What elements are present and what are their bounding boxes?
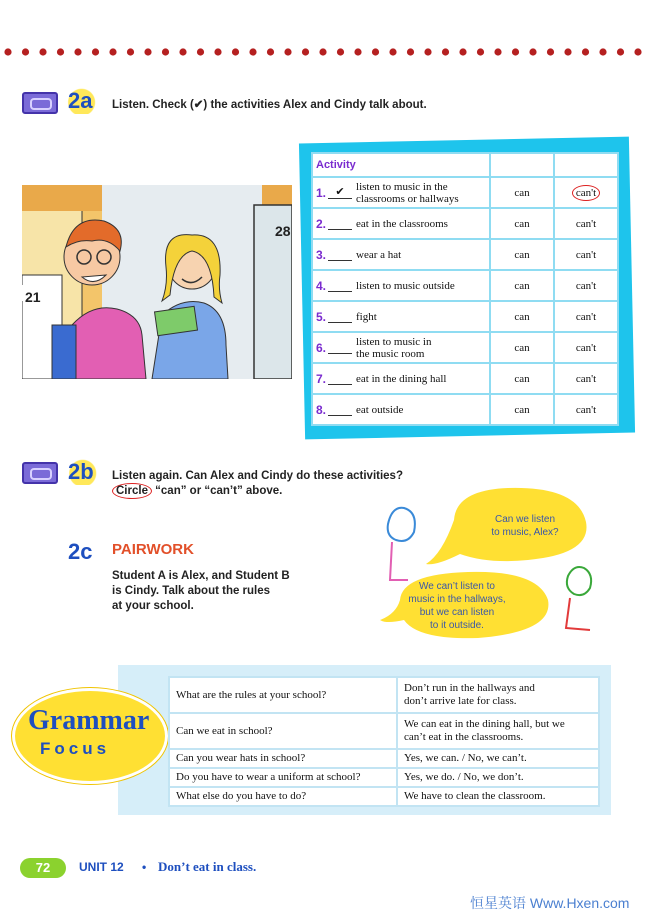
activity-header: Activity — [312, 153, 490, 177]
activity-text: eat in the dining hall — [356, 372, 447, 385]
grammar-answer: Yes, we do. / No, we don’t. — [397, 768, 599, 787]
cant-option[interactable]: can't — [575, 403, 597, 416]
grammar-row — [169, 677, 599, 713]
activity-number: 6. — [316, 340, 327, 355]
border-dot — [4, 48, 11, 55]
activity-row — [312, 239, 618, 270]
pairwork-instructions — [112, 569, 290, 614]
border-dot — [459, 48, 466, 55]
grammar-row — [169, 787, 599, 806]
activity-text: listen to music in the music room — [356, 335, 432, 360]
door-number-21: 21 — [25, 289, 41, 305]
grammar-question: Do you have to wear a uniform at school? — [169, 768, 397, 787]
activity-number: 7. — [316, 371, 327, 386]
unit-title: Don’t eat in class. — [158, 859, 257, 874]
border-dot — [74, 48, 81, 55]
can-option[interactable]: can — [490, 301, 554, 332]
border-dot — [407, 48, 414, 55]
activity-number: 5. — [316, 309, 327, 324]
grammar-answer: We have to clean the classroom. — [397, 787, 599, 806]
check-blank[interactable] — [328, 249, 352, 261]
instruction-2b — [112, 469, 403, 499]
activity-text: eat outside — [356, 403, 404, 416]
pairwork-line: Student A is Alex, and Student B — [112, 570, 290, 582]
activity-row — [312, 208, 618, 239]
border-dot — [547, 48, 554, 55]
section-number-2a: 2a — [64, 88, 96, 114]
pairwork-line: at your school. — [112, 600, 194, 612]
activity-text: wear a hat — [356, 248, 402, 261]
border-dot — [337, 48, 344, 55]
border-dot — [599, 48, 606, 55]
can-option[interactable]: can — [490, 363, 554, 394]
border-dot — [249, 48, 256, 55]
border-dot — [57, 48, 64, 55]
section-number-2c: 2c — [68, 539, 93, 564]
footer-bullet: • — [142, 860, 147, 874]
border-dot — [634, 48, 641, 55]
activity-table — [311, 152, 619, 426]
activity-text: listen to music outside — [356, 279, 455, 292]
border-dot — [39, 48, 46, 55]
activity-text: fight — [356, 310, 377, 323]
can-option[interactable]: can — [490, 239, 554, 270]
focus-title: Focus — [40, 739, 111, 758]
check-blank[interactable] — [328, 342, 352, 354]
cant-option[interactable]: can't — [575, 310, 597, 323]
border-dot — [372, 48, 379, 55]
border-dot — [214, 48, 221, 55]
border-dot — [22, 48, 29, 55]
activity-text: eat in the classrooms — [356, 217, 448, 230]
border-dot — [144, 48, 151, 55]
check-blank[interactable] — [328, 404, 352, 416]
grammar-row — [169, 768, 599, 787]
activity-number: 2. — [316, 216, 327, 231]
can-option[interactable]: can — [490, 208, 554, 239]
watermark: 恒星英语 Www.Hxen.com — [470, 895, 630, 911]
border-dot — [267, 48, 274, 55]
section-number-2b: 2b — [64, 459, 98, 485]
cant-option[interactable]: can't — [575, 248, 597, 261]
grammar-question: What else do you have to do? — [169, 787, 397, 806]
grammar-answer: We can eat in the dining hall, but we can’t eat in the classrooms. — [397, 713, 599, 749]
border-dot — [197, 48, 204, 55]
activity-number: 1. — [316, 185, 327, 200]
can-option[interactable]: can — [490, 332, 554, 363]
can-option[interactable]: can — [490, 177, 554, 208]
grammar-row — [169, 713, 599, 749]
border-dot — [477, 48, 484, 55]
pairwork-line: is Cindy. Talk about the rules — [112, 585, 271, 597]
instruction-2b-line1: Listen again. Can Alex and Cindy do these activities? — [112, 470, 403, 482]
border-dot — [529, 48, 536, 55]
dotted-border — [0, 44, 650, 60]
border-dot — [109, 48, 116, 55]
audio-tape-icon[interactable] — [22, 92, 58, 114]
border-dot — [617, 48, 624, 55]
pairwork-heading: PAIRWORK — [112, 541, 194, 558]
can-option[interactable]: can — [490, 394, 554, 425]
speech-bubble-bottom: We can’t listen to music in the hallways, but we can listen to it outside. — [408, 581, 506, 631]
border-dot — [319, 48, 326, 55]
grammar-question: Can you wear hats in school? — [169, 749, 397, 768]
border-dot — [389, 48, 396, 55]
grammar-answer: Don’t run in the hallways and don’t arrive late for class. — [397, 677, 599, 713]
border-dot — [92, 48, 99, 55]
border-dot — [162, 48, 169, 55]
grammar-title: Grammar — [28, 705, 150, 736]
door-number-28: 28 — [275, 223, 291, 239]
activity-row — [312, 394, 618, 425]
border-dot — [564, 48, 571, 55]
activity-text: listen to music in the classrooms or hallways — [356, 180, 459, 205]
border-dot — [302, 48, 309, 55]
activity-number: 3. — [316, 247, 327, 262]
check-blank[interactable] — [328, 280, 352, 292]
activity-row — [312, 270, 618, 301]
instruction-2a: Listen. Check (✔) the activities Alex and Cindy talk about. — [112, 99, 427, 111]
border-dot — [442, 48, 449, 55]
border-dot — [232, 48, 239, 55]
border-dot — [582, 48, 589, 55]
circle-word: Circle — [112, 483, 152, 499]
cant-option[interactable]: can't — [575, 279, 597, 292]
instruction-2b-line2: “can” or “can’t” above. — [151, 485, 283, 497]
border-dot — [127, 48, 134, 55]
activity-row — [312, 177, 618, 208]
activity-row — [312, 363, 618, 394]
border-dot — [512, 48, 519, 55]
check-blank[interactable] — [328, 373, 352, 385]
cant-option[interactable]: can't — [575, 372, 597, 385]
cant-option[interactable]: can't — [575, 341, 597, 354]
audio-tape-icon-2b[interactable] — [22, 462, 58, 484]
check-blank[interactable] — [328, 311, 352, 323]
page-number: 72 — [20, 858, 66, 878]
activity-number: 8. — [316, 402, 327, 417]
activity-row — [312, 332, 618, 363]
check-blank[interactable]: ✔ — [328, 187, 352, 199]
border-dot — [284, 48, 291, 55]
unit-label: UNIT 12 — [79, 860, 124, 874]
cant-option[interactable]: can't — [572, 185, 600, 201]
grammar-question: Can we eat in school? — [169, 713, 397, 749]
classroom-illustration — [22, 185, 292, 379]
check-blank[interactable] — [328, 218, 352, 230]
border-dot — [179, 48, 186, 55]
grammar-answer: Yes, we can. / No, we can’t. — [397, 749, 599, 768]
activity-number: 4. — [316, 278, 327, 293]
grammar-table — [168, 676, 600, 807]
activity-row — [312, 301, 618, 332]
grammar-row — [169, 749, 599, 768]
border-dot — [424, 48, 431, 55]
can-option[interactable]: can — [490, 270, 554, 301]
speech-bubble-top: Can we listen to music, Alex? — [491, 514, 559, 538]
border-dot — [494, 48, 501, 55]
border-dot — [354, 48, 361, 55]
grammar-question: What are the rules at your school? — [169, 677, 397, 713]
cant-option[interactable]: can't — [575, 217, 597, 230]
